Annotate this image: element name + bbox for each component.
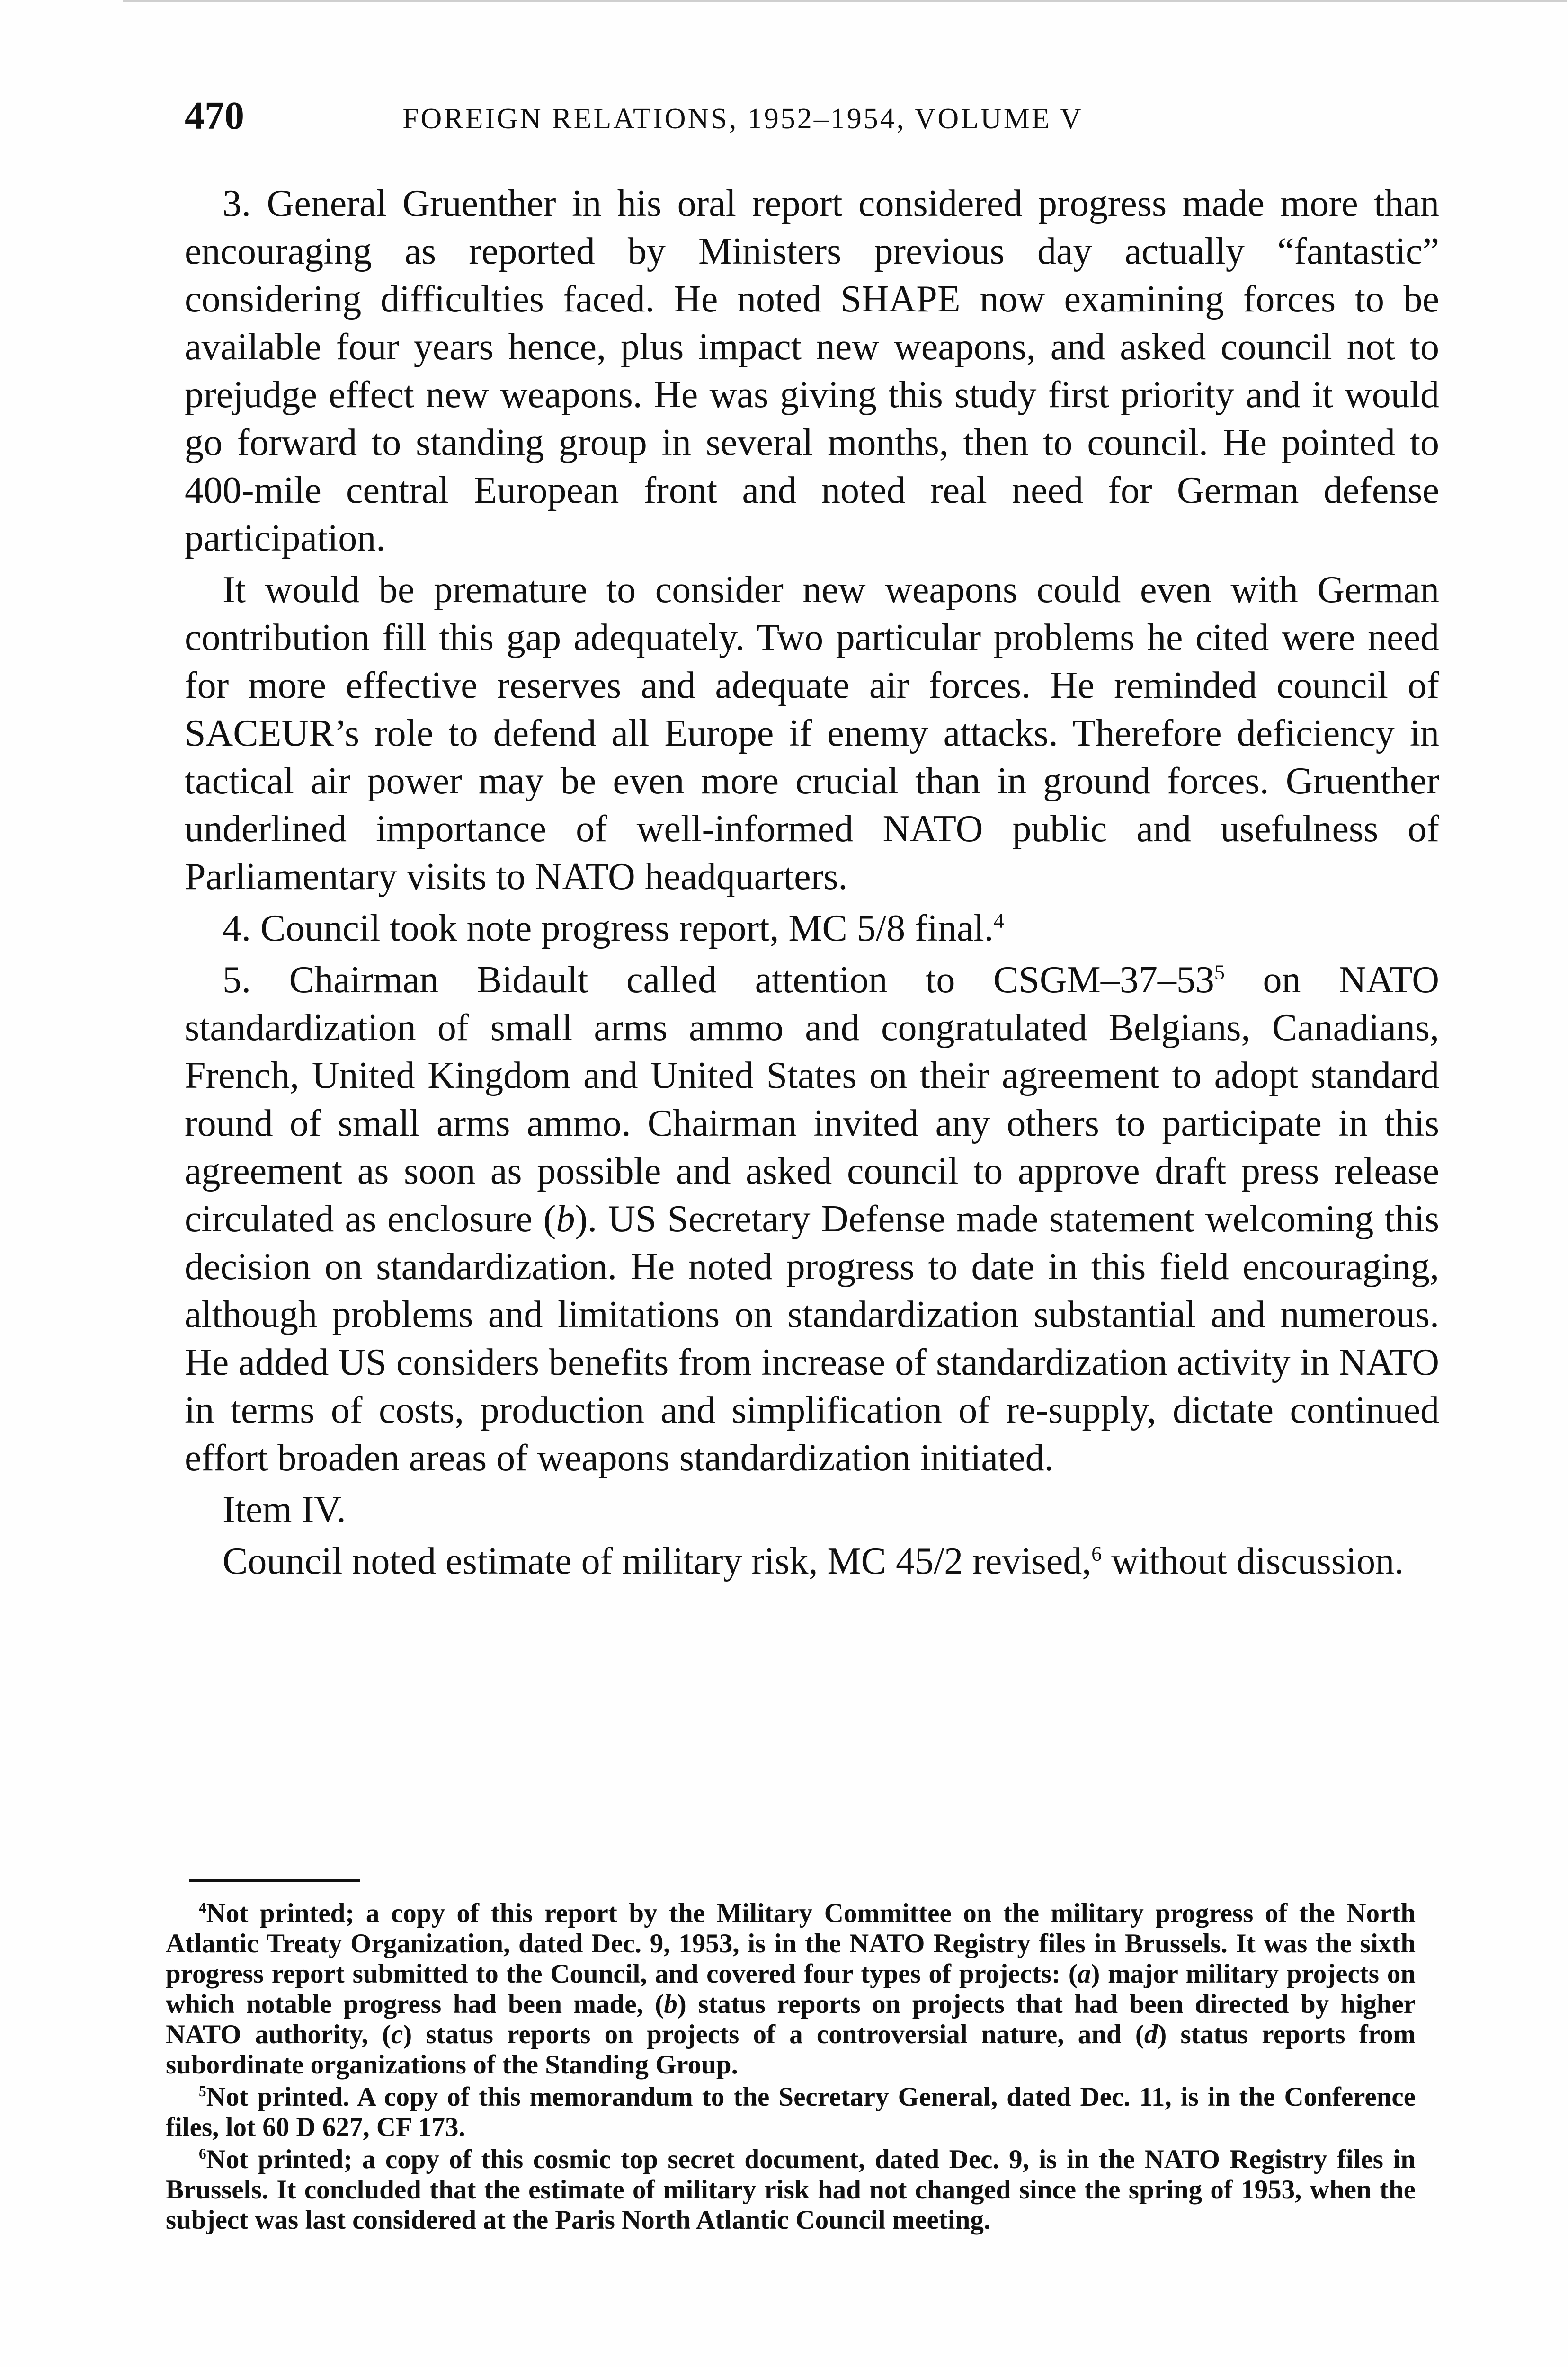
paragraph-new-weapons: It would be premature to consider new weapons could even with German contribution fill this gap adequately. Two particular problems he cited were need for more effective reserves and adequate air forces. He reminded council of SACEUR’s role to defend all Europe if enemy attacks. Therefore deficiency in tactical air power may be even more crucial than in ground forces. Gruenther underlined importance of well-informed NATO public and usefulness of Parliamentary visits to NATO headquarters. [185,569,1439,898]
footnote-5 [166,2082,1416,2143]
paragraph-standardization-text-a: 5. Chairman Bidault called attention to CSGM–37–53 [223,959,1214,1001]
page-header [185,90,1425,147]
paragraph-standardization-text-b: on NATO standardization of small arms ammo and congratulated Belgians, Canadians, French, United Kingdom and United States on their agreement to adopt standard round of small arms ammo. Chairman invited any others to participate in this agreement as soon as possible and asked council to approve draft press release circulated as enclosure ( [185,959,1439,1240]
footnote-4-text-a: Not printed; a copy of this report by the Military Committee on the military progress of the North Atlantic Treaty Organization, dated Dec. 9, 1953, is in the NATO Registry files in Brussels. It was the sixth progress report submitted to the Council, and covered four types of projects: ( [166,1898,1416,1989]
paragraph-military-risk-text-a: Council noted estimate of military risk, MC 45/2 revised, [223,1540,1092,1582]
footnote-ref-6: 6 [1091,1542,1102,1566]
paragraph-military-risk-text-b: without discussion. [1102,1540,1404,1582]
footnote-4-text-c: ) status reports on projects that had been directed by higher NATO authority, ( [166,1989,1416,2049]
footnote-4-letter-a: a [1077,1959,1091,1989]
footnote-4-text-d: ) status reports on projects of a controversial nature, and ( [403,2020,1144,2049]
footnote-ref-5: 5 [1214,961,1225,984]
running-head: FOREIGN RELATIONS, 1952–1954, VOLUME V [402,103,1083,135]
footnote-marker-4: 4 [199,1899,206,1916]
footnote-4 [166,1898,1416,2080]
footnote-4-letter-b: b [664,1989,677,2019]
footnote-4-text-b: ) major military projects on which notable progress had been made, ( [166,1959,1416,2019]
body-text [185,180,1439,1585]
paragraph-standardization-text-c: ). US Secretary Defense made statement welcoming this decision on standardization. He noted progress to date in this field encouraging, although problems and limitations on standardization substantial and numerous. He added US considers benefits from increase of standardization activity in NATO in terms of costs, production and simplification of re-supply, dictate continued effort broaden areas of weapons standardization initiated. [185,1198,1439,1479]
footnote-6-text: Not printed; a copy of this cosmic top secret document, dated Dec. 9, is in the NATO Registry files in Brussels. It concluded that the estimate of military risk had not changed since the spring of 1953, when the subject was last considered at the Paris North Atlantic Council meeting. [166,2145,1416,2235]
paragraph-standardization [185,956,1439,1482]
page-number: 470 [185,94,244,138]
paragraph-progress-report [185,905,1439,952]
scan-edge-line [123,0,1567,2]
footnote-4-text-e: ) status reports from subordinate organizations of the Standing Group. [166,2020,1416,2080]
paragraph-progress-report-text: 4. Council took note progress report, MC 5/8 final. [223,908,994,949]
footnote-ref-4: 4 [993,909,1004,933]
paragraph-gruenther-report: 3. General Gruenther in his oral report considered progress made more than encouraging as reported by Ministers previous day actually “fantastic” considering difficulties faced. He noted SHAPE now examining forces to be available four years hence, plus impact new weapons, and asked council not to prejudge effect new weapons. He was giving this study first priority and it would go forward to standing group in several months, then to council. He pointed to 400-mile central European front and noted real need for German defense participation. [185,183,1439,559]
footnote-6 [166,2145,1416,2235]
footnote-5-text: Not printed. A copy of this memorandum to the Secretary General, dated Dec. 11, is in the Conference files, lot 60 D 627, CF 173. [166,2082,1416,2142]
paragraph-military-risk [185,1538,1439,1585]
footnote-4-letter-c: c [391,2020,403,2049]
footnotes [166,1898,1416,2235]
footnote-marker-6: 6 [199,2145,206,2162]
enclosure-letter: b [556,1198,575,1240]
footnote-rule [189,1879,360,1882]
footnote-marker-5: 5 [199,2083,206,2100]
footnote-4-letter-d: d [1144,2020,1158,2049]
item-heading: Item IV. [223,1489,346,1531]
